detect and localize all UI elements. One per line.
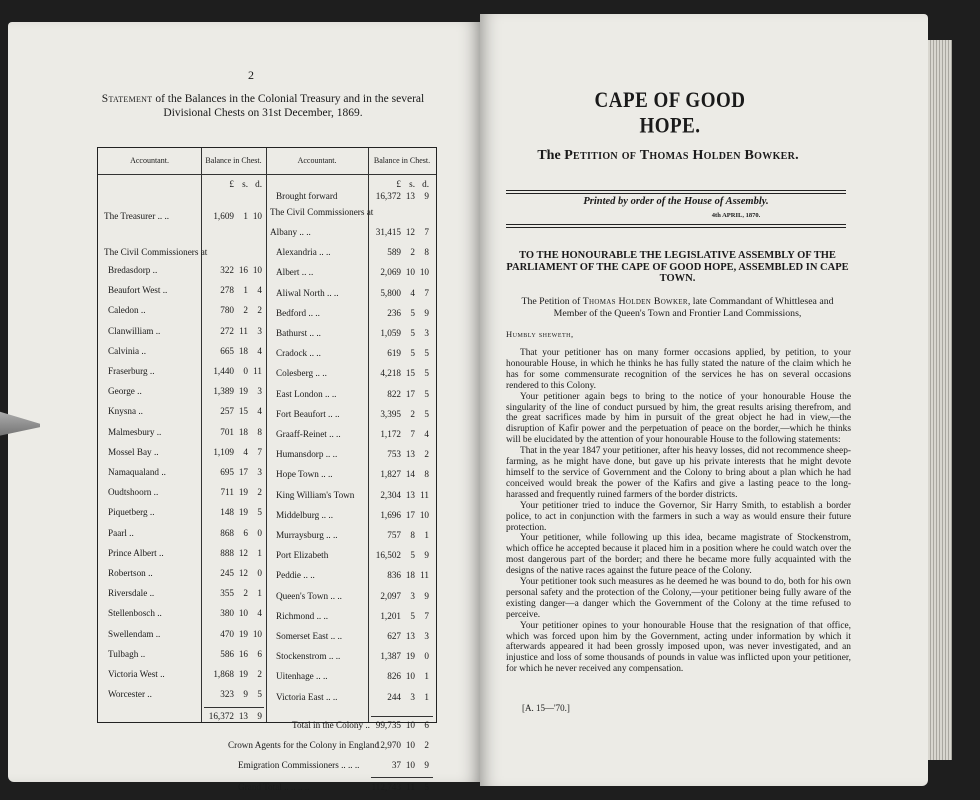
left-row-shillings: 19	[238, 487, 248, 498]
left-row-pounds: 1,109	[213, 446, 234, 457]
currency-shilling-symbol: s.	[242, 179, 248, 189]
left-row-pounds: 148	[220, 507, 234, 518]
right-row-pounds: 836	[387, 570, 401, 581]
left-row-pence: 0	[257, 568, 262, 578]
right-row-name: Hope Town .. ..	[276, 469, 333, 480]
left-row-pence: 1	[257, 588, 262, 599]
left-row-pounds: 257	[220, 406, 234, 417]
left-row-pounds: 1,440	[213, 366, 234, 376]
total-in-colony-pounds: 99,735	[375, 719, 401, 730]
left-row-name: Clanwilliam ..	[108, 325, 161, 336]
header-balance-right: Balance in Chest.	[373, 156, 431, 165]
right-row-shillings: 4	[410, 287, 415, 298]
left-row-pounds: 665	[220, 345, 234, 356]
left-total-shillings: 13	[238, 711, 248, 722]
left-row-name: Prince Albert ..	[108, 547, 164, 558]
right-row-name: Richmond .. ..	[276, 610, 329, 621]
left-row-shillings: 2	[243, 588, 248, 599]
left-row-pence: 6	[257, 648, 262, 659]
right-row-pounds: 1,059	[380, 328, 401, 338]
left-row-name: Worcester ..	[108, 689, 152, 700]
right-row-shillings: 5	[410, 307, 415, 318]
right-row-pence: 5	[424, 408, 429, 419]
right-row-shillings: 19	[405, 651, 415, 662]
emigration-pence: 9	[424, 759, 429, 770]
right-row-name: Alexandria .. ..	[276, 247, 331, 258]
left-row-name: Robertson ..	[108, 568, 153, 578]
left-row-shillings: 10	[238, 608, 248, 619]
paragraph: That your petitioner has on many former occasions applied, by petition, to your honourable House, in which he thinks he has fully stated the nature of the claim which he has for some commensurate recognition of the services he has on several occasions rendered to this Colony.	[506, 348, 851, 391]
right-row-pounds: 236	[387, 307, 401, 318]
right-row-name: Albert .. ..	[276, 267, 314, 278]
statement-title: Statement of the Balances in the Colonial Treasury and in the several Divisional Chests on 31st December, 1869.	[101, 93, 425, 119]
printed-order: Printed by order of the House of Assembly.	[583, 196, 769, 207]
right-row-name: Port Elizabeth	[276, 550, 329, 561]
left-row-pounds: 323	[220, 689, 234, 700]
left-row-pounds: 1,868	[213, 669, 234, 679]
currency-shilling-symbol: s.	[409, 179, 415, 189]
left-row-pence: 4	[257, 285, 262, 296]
left-row-name: Bredasdorp ..	[108, 265, 158, 275]
left-row-shillings: 19	[238, 669, 248, 679]
right-row-pounds: 589	[387, 247, 401, 258]
left-row-shillings: 11	[239, 325, 248, 336]
header-accountant-left: Accountant.	[130, 156, 169, 165]
left-row-pounds: 695	[220, 467, 234, 477]
left-row-name: Swellendam ..	[108, 628, 161, 639]
left-row-pence: 2	[257, 487, 262, 498]
right-row-pence: 5	[424, 388, 429, 399]
right-row-shillings: 2	[410, 408, 415, 419]
right-row-name: King William's Town	[276, 489, 355, 500]
left-row-shillings: 4	[243, 446, 248, 457]
left-row-name: Oudtshoorn ..	[108, 487, 159, 498]
right-row-pounds: 1,387	[380, 651, 401, 662]
right-row-shillings: 10	[405, 267, 415, 278]
emigration-label: Emigration Commissioners .. .. ..	[238, 759, 360, 770]
right-row-pence: 1	[424, 671, 429, 682]
paragraph: Your petitioner opines to your honourable House that the resignation of that office, which was forced upon him by the Government, acting under information by which it afterwards appeared it had been grossly imposed upon, was never investigated, and an injustice and loss of some thousands of pounds in value was inflicted upon your petitioner, for which he never received any compensation.	[506, 620, 851, 675]
right-row-shillings: 12	[405, 227, 415, 237]
right-row-name: Queen's Town .. ..	[276, 590, 342, 601]
left-row-name: Stellenbosch ..	[108, 608, 162, 619]
left-row-shillings: 1	[243, 285, 248, 296]
rule-bottom-thin	[506, 227, 846, 228]
right-row-pounds: 822	[387, 388, 401, 399]
right-row-pounds: 16,502	[375, 550, 401, 561]
right-row-pence: 11	[420, 489, 429, 500]
treasurer-shillings: 1	[243, 211, 248, 221]
right-row-name: Peddie .. ..	[276, 570, 315, 581]
left-row-name: Tulbagh ..	[108, 648, 146, 659]
emigration-shillings: 10	[405, 759, 415, 770]
currency-pence-symbol: d.	[422, 179, 429, 189]
civil-commissioners-left: The Civil Commissioners at	[104, 247, 208, 257]
right-row-shillings: 5	[410, 348, 415, 359]
header-accountant-right: Accountant.	[297, 156, 337, 165]
left-row-shillings: 18	[238, 345, 248, 356]
left-row-shillings: 12	[238, 568, 248, 578]
right-row-pence: 9	[424, 307, 429, 318]
right-row-shillings: 10	[405, 671, 415, 682]
document-subtitle: The Petition of Thomas Holden Bowker.	[537, 148, 799, 163]
right-row-shillings: 3	[410, 691, 415, 702]
left-row-shillings: 19	[238, 507, 248, 518]
left-row-pounds: 272	[220, 325, 234, 336]
page-number: 2	[248, 68, 254, 82]
right-row-shillings: 15	[405, 368, 415, 379]
crown-agents-pence: 2	[424, 739, 429, 750]
right-row-pence: 11	[420, 570, 429, 581]
left-row-name: Beaufort West ..	[108, 285, 168, 296]
right-row-pence: 8	[424, 469, 429, 480]
left-row-shillings: 0	[243, 366, 248, 376]
right-row-shillings: 8	[410, 530, 415, 540]
rule-top	[506, 190, 846, 191]
left-row-pence: 0	[257, 527, 262, 538]
right-row-pounds: 244	[387, 691, 401, 702]
total-in-colony-shillings: 10	[405, 719, 415, 730]
right-row-shillings: 17	[405, 388, 415, 399]
left-row-pence: 4	[257, 406, 262, 417]
left-row-shillings: 17	[238, 467, 248, 477]
left-row-pounds: 322	[220, 265, 234, 275]
right-row-pence: 9	[424, 550, 429, 561]
left-row-name: Calvinia ..	[108, 345, 147, 356]
right-row-name: Stockenstrom .. ..	[276, 651, 341, 662]
currency-pence-symbol: d.	[255, 179, 262, 189]
right-row-name: Middelburg .. ..	[276, 509, 333, 520]
right-row-pounds: 3,395	[380, 408, 401, 419]
treasurer-pence: 10	[252, 211, 262, 221]
right-row-pounds: 2,097	[380, 590, 401, 601]
left-row-shillings: 19	[238, 628, 248, 639]
treasurer-label: The Treasurer .. ..	[104, 211, 170, 221]
right-row-pence: 5	[424, 348, 429, 359]
brought-forward-shillings: 13	[405, 191, 415, 201]
left-row-pence: 2	[257, 305, 262, 316]
right-row-shillings: 5	[410, 328, 415, 338]
treasurer-pounds: 1,609	[213, 211, 234, 221]
right-row-pounds: 619	[387, 348, 401, 359]
right-row-pence: 9	[424, 590, 429, 601]
footer-reference: [A. 15—'70.]	[522, 703, 570, 713]
left-row-pence: 5	[257, 689, 262, 700]
right-row-shillings: 3	[410, 590, 415, 601]
rule-top-thin	[506, 193, 846, 194]
right-row-shillings: 7	[410, 429, 415, 439]
grand-total-pounds: 112,743	[371, 781, 401, 792]
right-row-pence: 7	[424, 227, 429, 237]
grand-total-shillings: 11	[406, 781, 415, 792]
right-row-pounds: 753	[387, 449, 401, 460]
right-row-shillings: 18	[405, 570, 415, 581]
date: 4th APRIL, 1870.	[711, 212, 761, 219]
left-row-shillings: 12	[238, 547, 248, 558]
right-row-name: Colesberg .. ..	[276, 368, 327, 379]
left-row-pounds: 355	[220, 588, 234, 599]
left-row-pounds: 888	[220, 547, 234, 558]
emigration-pounds: 37	[391, 759, 401, 770]
right-row-name: Aliwal North .. ..	[276, 287, 339, 298]
left-row-pounds: 278	[220, 285, 234, 296]
right-row-name: Uitenhage .. ..	[276, 671, 328, 682]
left-row-shillings: 15	[238, 406, 248, 417]
crown-agents-pounds: 12,970	[375, 739, 401, 750]
grand-total-label: Grand Total .. .. .. ..	[238, 781, 310, 792]
right-row-pounds: 2,069	[380, 267, 401, 278]
left-row-pounds: 711	[220, 487, 234, 498]
left-row-pence: 5	[257, 507, 262, 518]
left-row-pence: 4	[257, 345, 262, 356]
currency-pound-symbol: £	[396, 179, 401, 189]
brought-forward-pence: 9	[424, 191, 429, 201]
right-row-pounds: 1,172	[380, 429, 401, 439]
right-row-shillings: 2	[410, 247, 415, 258]
right-row-shillings: 13	[405, 631, 415, 641]
left-row-shillings: 16	[238, 265, 248, 275]
left-row-pounds: 380	[220, 608, 234, 619]
left-row-pounds: 780	[220, 305, 234, 316]
left-row-name: Knysna ..	[108, 406, 143, 417]
right-row-shillings: 17	[405, 509, 415, 520]
left-row-pence: 11	[253, 366, 262, 376]
left-row-pence: 2	[257, 669, 262, 679]
left-row-pence: 10	[252, 265, 262, 275]
left-total-pounds: 16,372	[208, 711, 234, 722]
left-row-shillings: 2	[243, 305, 248, 316]
crown-agents-label: Crown Agents for the Colony in England	[228, 739, 380, 750]
right-row-pence: 10	[419, 267, 429, 278]
left-row-name: Piquetberg ..	[108, 507, 155, 518]
left-row-pounds: 701	[220, 426, 234, 437]
left-row-pounds: 586	[220, 648, 234, 659]
right-row-name: Graaff-Reinet .. ..	[276, 429, 341, 439]
crown-agents-shillings: 10	[405, 739, 415, 750]
right-row-name: Victoria East .. ..	[276, 691, 338, 702]
left-row-pence: 1	[257, 547, 262, 558]
paragraph: Your petitioner, while following up this idea, became magistrate of Stockenstrom, which office he accepted because it placed him in a position where he could watch over the most dangerous part of the border; and there he became more fully acquainted with the designs of the native races against the future peace of the Colony.	[506, 533, 851, 577]
right-row-name: Murraysburg .. ..	[276, 530, 338, 540]
header-balance-left: Balance in Chest.	[205, 156, 262, 165]
right-row-pence: 0	[424, 651, 429, 662]
petition-body	[506, 348, 851, 675]
right-row-name: Cradock .. ..	[276, 348, 321, 359]
left-row-shillings: 9	[243, 689, 248, 700]
civil-commissioners-right: The Civil Commissioners at	[270, 207, 374, 217]
right-row-pence: 7	[424, 610, 429, 621]
right-row-pence: 1	[424, 691, 429, 702]
left-row-pence: 8	[257, 426, 262, 437]
paragraph: Your petitioner took such measures as he deemed he was bound to do, both for his own personal safety and the protection of the Colony,—your petitioner being fully aware of the existing danger—a danger which the Government of the Colony at the time refused to perceive.	[506, 577, 851, 620]
paragraph: Your petitioner tried to induce the Governor, Sir Harry Smith, to establish a border police, to act in conjunction with the farmers in such a way as would ensure their future protection.	[506, 500, 851, 533]
right-row-shillings: 13	[405, 489, 415, 500]
humbly-sheweth: Humbly sheweth,	[506, 329, 574, 339]
left-row-pence: 3	[257, 325, 262, 336]
left-row-pence: 10	[252, 628, 262, 639]
right-row-name: East London .. ..	[276, 388, 337, 399]
page-edges	[928, 40, 952, 760]
right-row-pence: 5	[424, 368, 429, 379]
left-row-name: Namaqualand ..	[108, 467, 166, 477]
right-row-pounds: 826	[387, 671, 401, 682]
right-row-pence: 10	[419, 509, 429, 520]
left-row-name: Mossel Bay ..	[108, 446, 159, 457]
brought-forward-pounds: 16,372	[375, 191, 401, 201]
right-row-shillings: 14	[405, 469, 415, 480]
right-row-name: Somerset East .. ..	[276, 631, 343, 641]
paragraph: Your petitioner again begs to bring to the notice of your honourable House the singularity of the line of conduct pursued by him, the great results arising therefrom, and the great sacrifices made by him in pursuit of the great object he had in view,—the disruption of Kafir power and the perpetuation of peace on the border,—which he thinks will be elucidated by the attention of your honourable House to the following statements:	[506, 391, 851, 446]
addressee: TO THE HONOURABLE THE LEGISLATIVE ASSEMBLY OF THE PARLIAMENT OF THE CAPE OF GOOD HOPE, ASSEMBLED IN CAPE TOWN.	[506, 250, 849, 284]
left-row-pence: 3	[257, 386, 262, 397]
right-row-name: Humansdorp .. ..	[276, 449, 338, 460]
right-row-shillings: 13	[405, 449, 415, 460]
right-row-shillings: 5	[410, 610, 415, 621]
right-row-pence: 3	[424, 328, 429, 338]
right-row-pounds: 5,800	[380, 287, 401, 298]
paragraph: That in the year 1847 your petitioner, after his heavy losses, did not recommence sheep-farming, as he might have done, but gave up his private interests that he might devote himself to the service of Government and the Colony to bring about a plan which he had conceived would break the power of the Kafirs and give a lasting peace to the long-harassed and frequently ruined farmers of the border districts.	[506, 446, 851, 500]
grand-total-pence: 5	[424, 781, 429, 792]
right-row-shillings: 5	[410, 550, 415, 561]
petitioner-line: The Petition of Thomas Holden Bowker, late Commandant of Whittlesea and Member of the Queen's Town and Frontier Land Commissions,	[521, 296, 834, 319]
right-row-pounds: 4,218	[380, 368, 401, 379]
right-row-pence: 3	[424, 631, 429, 641]
left-row-name: George ..	[108, 386, 142, 397]
right-row-name: Bathurst .. ..	[276, 328, 321, 338]
document-title: CAPE OF GOOD HOPE.	[594, 88, 746, 139]
left-row-name: Paarl ..	[108, 527, 134, 538]
left-row-pence: 7	[257, 446, 262, 457]
left-row-shillings: 19	[238, 386, 248, 397]
brought-forward-label: Brought forward	[276, 191, 338, 201]
right-row-pounds: 1,827	[380, 469, 401, 480]
right-row-pence: 1	[424, 530, 429, 540]
left-row-shillings: 6	[243, 527, 248, 538]
left-row-pounds: 245	[220, 568, 234, 578]
left-row-shillings: 16	[238, 648, 248, 659]
right-row-pence: 4	[424, 429, 429, 439]
left-row-name: Fraserburg ..	[108, 366, 155, 376]
total-in-colony-pence: 6	[424, 719, 429, 730]
left-total-pence: 9	[257, 711, 262, 722]
right-row-pounds: 1,696	[380, 509, 401, 520]
left-row-name: Caledon ..	[108, 305, 146, 316]
left-row-pounds: 868	[220, 527, 234, 538]
right-row-name: Fort Beaufort .. ..	[276, 408, 340, 419]
right-row-pounds: 627	[387, 631, 401, 641]
left-row-pounds: 1,389	[213, 386, 234, 397]
left-row-pence: 3	[257, 467, 262, 477]
right-row-pence: 2	[424, 449, 429, 460]
left-row-pence: 4	[257, 608, 262, 619]
right-row-pounds: 31,415	[375, 227, 401, 237]
right-row-name: Bedford .. ..	[276, 307, 320, 318]
left-row-name: Malmesbury ..	[108, 426, 162, 437]
total-in-colony-label: Total in the Colony ..	[292, 719, 370, 730]
balances-table	[97, 147, 437, 792]
left-row-pounds: 470	[220, 628, 234, 639]
currency-pound-symbol: £	[229, 179, 234, 189]
right-row-pounds: 757	[387, 530, 401, 540]
left-row-shillings: 18	[238, 426, 248, 437]
left-row-name: Victoria West ..	[108, 669, 165, 679]
right-row-pounds: 2,304	[380, 489, 401, 500]
rule-bottom	[506, 224, 846, 225]
right-row-pence: 8	[424, 247, 429, 258]
right-row-name: Albany .. ..	[270, 227, 311, 237]
right-row-pounds: 1,201	[380, 610, 401, 621]
left-row-name: Riversdale ..	[108, 588, 155, 599]
right-row-pence: 7	[424, 287, 429, 298]
